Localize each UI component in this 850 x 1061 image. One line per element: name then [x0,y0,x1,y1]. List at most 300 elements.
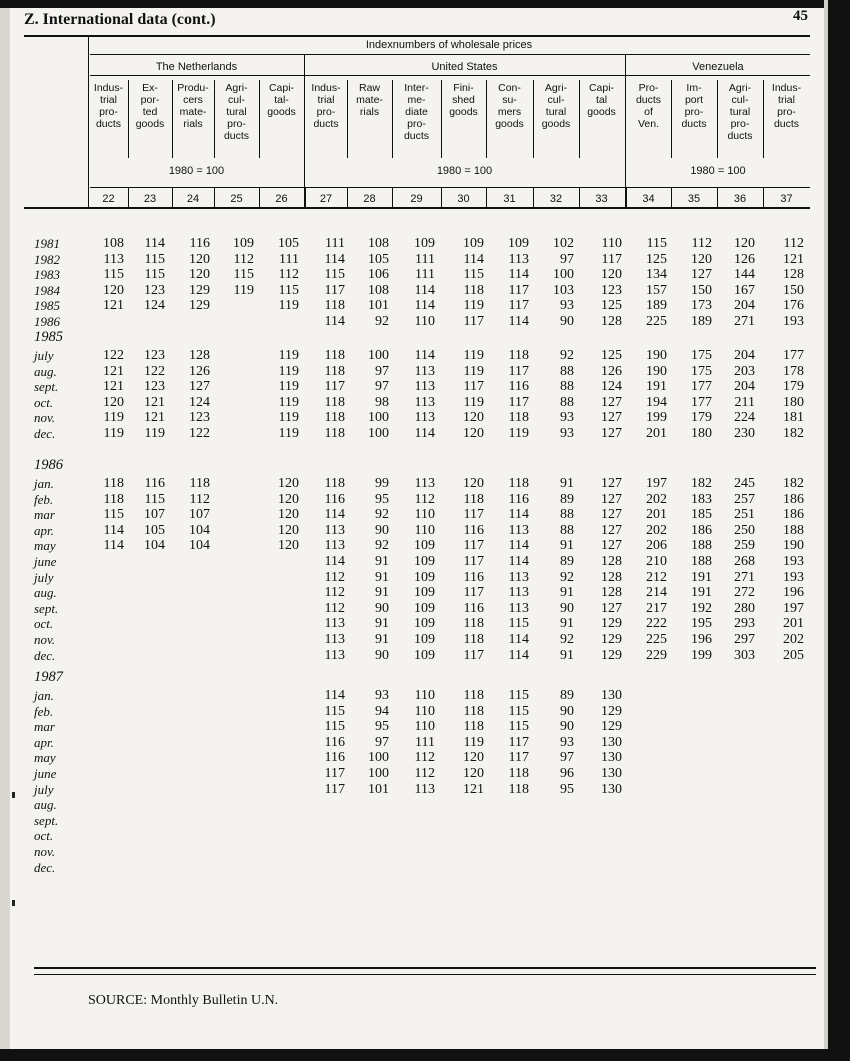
table-cell: 110 [414,703,435,719]
table-cell: 121 [103,363,124,379]
table-cell: 185 [691,507,712,523]
table-cell: 113 [414,410,435,426]
table-cell: 115 [144,267,165,283]
table-cell: 109 [414,554,435,569]
table-cell: 245 [734,476,755,491]
table-cell: 190 [783,538,804,554]
table-cell: 111 [325,236,345,251]
table-cell: 91 [375,616,389,632]
table-cell: 113 [324,616,345,632]
table-cell: 217 [646,600,667,616]
row-label: nov. [34,844,56,859]
table-cell: 130 [601,750,622,766]
table-cell: 127 [601,394,622,410]
table-cell: 129 [601,616,622,632]
table-cell: 127 [601,507,622,523]
table-cell: 214 [646,585,667,601]
table-cell: 117 [463,647,484,663]
table-cell: 110 [414,688,435,703]
table-cell: 119 [463,394,484,410]
row-label: feb. [34,703,54,719]
table-cell: 118 [508,476,529,491]
column-divider [305,188,306,208]
table-cell: 126 [189,363,210,379]
column-divider [626,188,627,208]
table-cell: 114 [414,426,435,441]
table-cell: 193 [783,569,804,585]
table-cell: 100 [368,426,389,441]
header-bottom-rule [24,207,810,209]
table-cell: 280 [734,600,755,616]
table-cell: 115 [324,267,345,283]
table-cell: 117 [463,554,484,569]
row-label: 1985 [34,298,60,314]
table-cell: 115 [278,282,299,298]
table-cell: 118 [324,410,345,426]
table-cell: 118 [324,298,345,314]
table-cell: 130 [601,734,622,750]
table-cell: 109 [414,538,435,554]
row-label: apr. [34,522,54,538]
column-number: 34 [642,193,655,205]
table-cell: 121 [144,410,165,426]
table-cell: 186 [783,491,804,507]
table-cell: 108 [368,236,389,251]
table-cell: 197 [783,600,804,616]
header-label-divider [717,80,718,158]
table-cell: 119 [278,298,299,314]
table-cell: 119 [278,363,299,379]
table-cell: 119 [278,410,299,426]
table-cell: 194 [646,394,667,410]
table-cell: 203 [734,363,755,379]
scan-bottom-border [0,1049,850,1061]
row-label: jan. [34,476,54,491]
column-number: 33 [595,193,608,205]
table-cell: 121 [103,379,124,395]
table-cell: 119 [463,734,484,750]
table-cell: 128 [601,585,622,601]
table-cell: 127 [601,522,622,538]
table-cell: 201 [646,507,667,523]
row-label: aug. [34,797,57,813]
table-cell: 99 [375,476,389,491]
table-cell: 120 [278,507,299,523]
column-divider [347,188,348,208]
table-cell: 123 [144,348,165,363]
table-cell: 115 [324,703,345,719]
country-header: The Netherlands [155,61,238,73]
column-header: Pro- ducts of Ven. [635,82,662,130]
table-cell: 175 [691,363,712,379]
table-cell: 105 [368,251,389,267]
table-cell: 191 [646,379,667,395]
table-cell: 91 [560,538,574,554]
table-cell: 116 [189,236,210,251]
table-cell: 114 [508,314,529,329]
table-cell: 113 [414,476,435,491]
table-cell: 123 [601,282,622,298]
table-cell: 122 [189,426,210,441]
title-underline [90,54,810,55]
table-cell: 188 [691,554,712,569]
table-cell: 106 [368,267,389,283]
table-cell: 90 [560,703,574,719]
table-cell: 118 [103,491,124,507]
table-cell: 100 [368,348,389,363]
table-cell: 175 [691,348,712,363]
table-cell: 97 [560,750,574,766]
table-cell: 103 [553,282,574,298]
table-cell: 118 [508,766,529,781]
header-label-divider [392,80,393,158]
table-cell: 91 [560,476,574,491]
table-cell: 90 [375,600,389,616]
table-cell: 114 [414,282,435,298]
table-cell: 125 [646,251,667,267]
table-cell: 92 [560,348,574,363]
table-cell: 104 [189,538,210,554]
table-cell: 116 [324,734,345,750]
table-cell: 93 [560,298,574,314]
table-cell: 205 [783,647,804,663]
table-cell: 109 [414,236,435,251]
table-cell: 128 [189,348,210,363]
table-cell: 90 [560,314,574,329]
table-cell: 120 [691,251,712,267]
table-cell: 118 [324,394,345,410]
table-cell: 114 [324,507,345,523]
table-cell: 130 [601,766,622,781]
table-cell: 182 [783,476,804,491]
table-cell: 193 [783,314,804,329]
row-label: sept. [34,379,59,395]
table-cell: 97 [375,363,389,379]
table-cell: 178 [783,363,804,379]
table-cell: 112 [414,750,435,766]
table-cell: 272 [734,585,755,601]
table-cell: 110 [414,507,435,523]
table-cell: 118 [463,688,484,703]
table-cell: 201 [783,616,804,632]
table-cell: 114 [414,348,435,363]
table-title: Indexnumbers of wholesale prices [365,39,533,51]
table-cell: 97 [375,734,389,750]
table-cell: 192 [691,600,712,616]
column-divider [671,188,672,208]
row-label: july [34,569,54,585]
table-cell: 114 [508,647,529,663]
table-cell: 134 [646,267,667,283]
table-cell: 167 [734,282,755,298]
table-cell: 116 [463,522,484,538]
table-cell: 196 [691,632,712,647]
table-cell: 204 [734,348,755,363]
table-cell: 117 [463,507,484,523]
table-cell: 118 [324,476,345,491]
table-cell: 257 [734,491,755,507]
table-cell: 113 [508,569,529,585]
table-cell: 92 [375,538,389,554]
table-cell: 88 [560,394,574,410]
table-cell: 112 [414,491,435,507]
table-cell: 107 [189,507,210,523]
row-label: nov. [34,410,56,426]
table-cell: 113 [414,379,435,395]
table-cell: 113 [324,632,345,647]
table-cell: 127 [601,426,622,441]
table-cell: 182 [783,426,804,441]
table-cell: 114 [463,251,484,267]
table-cell: 188 [783,522,804,538]
table-cell: 121 [103,298,124,314]
country-underline [90,75,810,76]
table-cell: 173 [691,298,712,314]
table-cell: 115 [103,507,124,523]
table-bottom-rule [34,967,816,969]
table-cell: 120 [278,476,299,491]
header-label-divider [128,80,129,158]
table-cell: 112 [189,491,210,507]
table-cell: 115 [508,688,529,703]
column-divider [259,188,260,208]
table-cell: 116 [324,750,345,766]
row-label: june [34,554,57,569]
table-cell: 110 [414,522,435,538]
table-cell: 114 [508,538,529,554]
table-cell: 115 [646,236,667,251]
table-cell: 195 [691,616,712,632]
column-divider [392,188,393,208]
table-cell: 114 [414,298,435,314]
table-cell: 114 [508,554,529,569]
table-cell: 113 [324,538,345,554]
table-cell: 271 [734,314,755,329]
table-cell: 110 [414,719,435,735]
table-cell: 120 [601,267,622,283]
table-cell: 293 [734,616,755,632]
table-cell: 129 [601,703,622,719]
table-cell: 128 [601,314,622,329]
table-cell: 101 [368,781,389,797]
table-cell: 150 [783,282,804,298]
table-cell: 112 [324,569,345,585]
table-cell: 127 [691,267,712,283]
table-cell: 118 [508,348,529,363]
table-cell: 91 [375,554,389,569]
row-label: july [34,781,54,797]
table-cell: 93 [560,734,574,750]
table-cell: 88 [560,379,574,395]
table-cell: 179 [783,379,804,395]
table-cell: 96 [560,766,574,781]
table-cell: 109 [414,632,435,647]
table-cell: 224 [734,410,755,426]
table-cell: 100 [368,750,389,766]
column-header: Con- su- mers goods [495,82,524,130]
table-cell: 191 [691,585,712,601]
table-cell: 90 [560,600,574,616]
table-cell: 114 [324,314,345,329]
table-cell: 109 [414,600,435,616]
table-cell: 120 [734,236,755,251]
table-cell: 119 [144,426,165,441]
table-cell: 110 [414,314,435,329]
table-cell: 196 [783,585,804,601]
column-number: 24 [186,193,200,205]
column-number: 28 [363,193,376,205]
table-cell: 120 [463,750,484,766]
table-cell: 128 [783,267,804,283]
table-cell: 112 [414,766,435,781]
table-cell: 115 [508,703,529,719]
table-cell: 118 [463,616,484,632]
table-cell: 129 [601,719,622,735]
table-cell: 92 [560,632,574,647]
table-cell: 110 [601,236,622,251]
table-cell: 297 [734,632,755,647]
table-cell: 113 [508,522,529,538]
table-cell: 117 [601,251,622,267]
country-header: United States [431,61,498,73]
table-cell: 114 [324,251,345,267]
table-cell: 108 [368,282,389,298]
table-cell: 120 [463,766,484,781]
table-cell: 120 [189,251,210,267]
column-header: Inter- me- diate pro- ducts [403,82,430,142]
table-cell: 88 [560,522,574,538]
table-cell: 109 [233,236,254,251]
table-cell: 92 [375,507,389,523]
table-cell: 114 [508,267,529,283]
scan-mark [12,900,15,906]
table-cell: 125 [601,298,622,314]
table-cell: 119 [278,394,299,410]
table-cell: 116 [508,379,529,395]
table-cell: 113 [414,394,435,410]
header-label-divider [671,80,672,158]
column-number: 29 [410,193,423,205]
column-header: Agri- cul- tural goods [541,82,571,130]
table-cell: 100 [553,267,574,283]
table-cell: 91 [375,585,389,601]
table-cell: 90 [560,719,574,735]
table-cell: 119 [463,348,484,363]
column-number: 31 [503,193,516,205]
table-cell: 117 [508,394,529,410]
table-cell: 114 [144,236,165,251]
column-header: Indus- trial pro- ducts [311,82,341,130]
table-cell: 117 [463,314,484,329]
source-note: SOURCE: Monthly Bulletin U.N. [88,993,279,1008]
table-cell: 115 [103,267,124,283]
row-label: 1983 [34,267,60,283]
table-cell: 122 [144,363,165,379]
column-divider [128,188,129,208]
table-cell: 118 [463,282,484,298]
row-label: dec. [34,859,56,875]
table-cell: 113 [324,647,345,663]
table-cell: 93 [560,426,574,441]
table-cell: 104 [189,522,210,538]
table-cell: 98 [375,394,389,410]
column-number: 22 [102,193,115,205]
table-cell: 123 [189,410,210,426]
table-cell: 116 [463,600,484,616]
table-cell: 202 [783,632,804,647]
table-cell: 95 [560,781,574,797]
table-cell: 113 [103,251,124,267]
table-cell: 115 [463,267,484,283]
header-label-divider [214,80,215,158]
table-cell: 118 [463,719,484,735]
table-cell: 114 [103,522,124,538]
table-cell: 113 [508,585,529,601]
header-label-divider [579,80,580,158]
table-cell: 117 [508,282,529,298]
table-cell: 123 [144,379,165,395]
table-cell: 189 [691,314,712,329]
header-label-divider [533,80,534,158]
table-cell: 111 [279,251,299,267]
table-cell: 183 [691,491,712,507]
table-cell: 91 [375,632,389,647]
column-header: Agri- cul- tural pro- ducts [223,82,250,142]
table-cell: 94 [375,703,389,719]
row-label: 1982 [34,251,60,267]
country-divider-2 [625,55,626,208]
table-cell: 113 [414,363,435,379]
table-cell: 107 [144,507,165,523]
column-number: 23 [143,193,157,205]
table-cell: 119 [463,363,484,379]
table-cell: 120 [103,394,124,410]
table-cell: 119 [278,348,299,363]
row-group-label: 1986 [34,457,63,473]
row-label: may [34,750,56,766]
table-cell: 101 [368,298,389,314]
table-cell: 212 [646,569,667,585]
table-cell: 186 [783,507,804,523]
table-cell: 118 [508,410,529,426]
table-cell: 91 [375,569,389,585]
table-cell: 112 [233,251,254,267]
page-left-edge [0,0,10,1061]
header-label-divider [486,80,487,158]
table-cell: 115 [144,491,165,507]
table-cell: 127 [601,538,622,554]
row-label: sept. [34,812,59,828]
table-cell: 120 [278,538,299,554]
row-label: june [34,766,57,781]
table-cell: 111 [415,734,435,750]
table-cell: 95 [375,719,389,735]
table-cell: 124 [601,379,622,395]
table-cell: 91 [560,616,574,632]
table-cell: 229 [646,647,667,663]
column-divider [533,188,534,208]
table-cell: 250 [734,522,755,538]
table-cell: 114 [324,554,345,569]
table-cell: 225 [646,314,667,329]
table-cell: 109 [463,236,484,251]
row-group-label: 1985 [34,329,63,345]
table-cell: 118 [103,476,124,491]
table-cell: 100 [368,410,389,426]
row-label: apr. [34,734,54,750]
base-year-note: 1980 = 100 [436,165,493,177]
table-cell: 129 [189,298,210,314]
